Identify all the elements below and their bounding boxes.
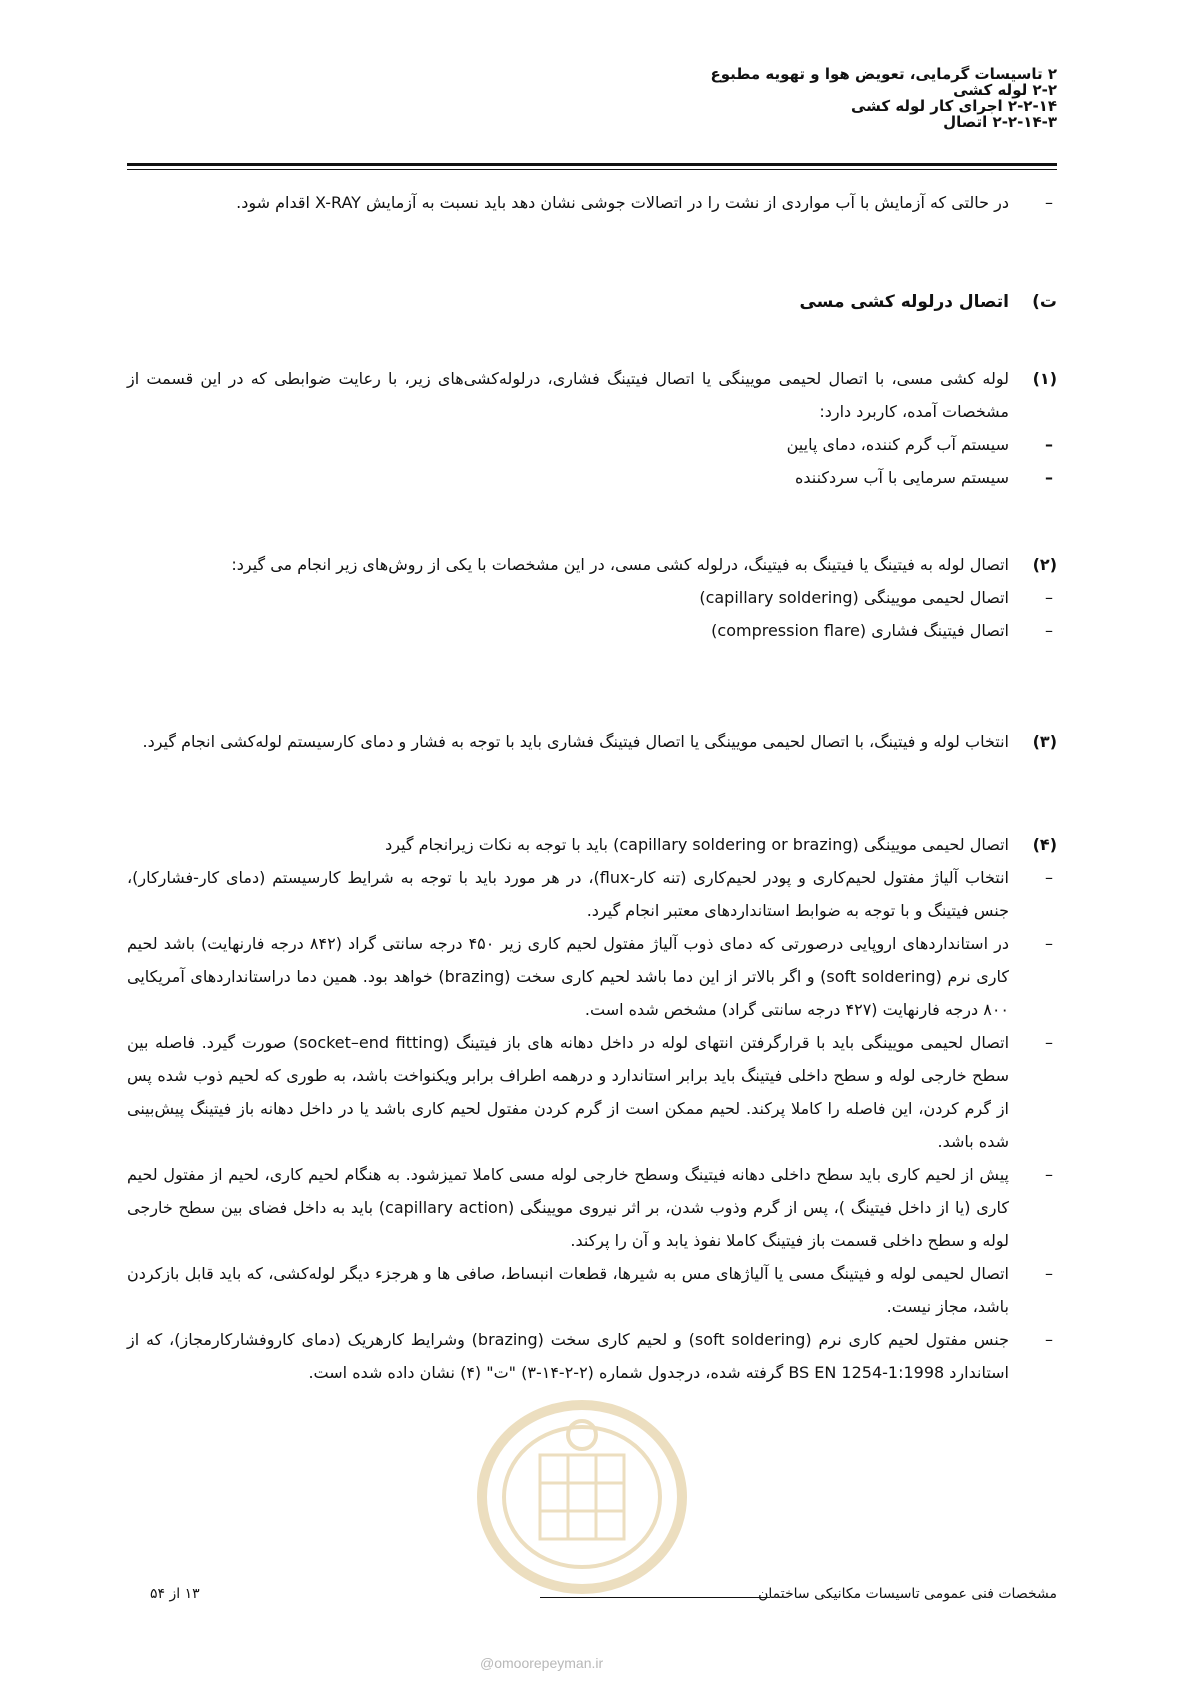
clause-3 [127, 725, 1057, 758]
header-divider-thick [127, 163, 1057, 166]
dash-marker: – [1045, 868, 1053, 887]
section-title: اتصال درلوله کشی مسی [799, 292, 1009, 312]
list-item [127, 861, 1057, 927]
list-item-text: انتخاب آلیاژ مفتول لحیم‌کاری و پودر لحیم‌کاری (تنه کار-flux)، در هر مورد باید با توجه به شرایط کارسیستم (دمای کار-فشارکار)، جنس فیتینگ و با توجه به ضوابط استانداردهای معتبر انجام گیرد. [127, 868, 1010, 920]
section-header [127, 66, 1057, 130]
list-item-text: در استانداردهای اروپایی درصورتی که دمای ذوب آلیاژ مفتول لحیم کاری زیر ۴۵۰ درجه سانتی گراد (۸۴۲ درجه فارنهایت) باشد لحیم کاری نرم (soft soldering) و اگر بالاتر از این دما باشد لحیم کاری سخت (brazing) خواهد بود. همین دما دراستانداردهای آمریکایی ۸۰۰ درجه فارنهایت (۴۲۷ درجه سانتی گراد) مشخص شده است. [127, 934, 1010, 1019]
clause-number: (۳) [1032, 732, 1057, 751]
section-heading [127, 286, 1057, 319]
clause-2 [127, 548, 1057, 647]
list-item [127, 1323, 1057, 1389]
dash-marker: – [1045, 435, 1053, 454]
clause-4 [127, 828, 1057, 1389]
clause-text: اتصال لحیمی مویینگی (capillary soldering or brazing) باید با توجه به نکات زیرانجام گیرد [385, 835, 1009, 854]
list-item-text: اتصال لحیمی لوله و فیتینگ مسی یا آلیاژهای مس به شیرها، قطعات انبساط، صافی ها و هرجزء دیگر لوله‌کشی، که باید قابل بازکردن باشد، مجاز نیست. [127, 1264, 1009, 1316]
site-watermark: @omoorepeyman.ir [480, 1655, 604, 1671]
dash-marker: – [1045, 934, 1053, 953]
dash-marker: – [1045, 621, 1053, 640]
clause-number: (۴) [1032, 835, 1057, 854]
dash-marker: – [1045, 193, 1053, 212]
list-item [127, 927, 1057, 1026]
list-item-text: پیش از لحیم کاری باید سطح داخلی دهانه فیتینگ وسطح خارجی لوله مسی کاملا تمیزشود. به هنگام لحیم کاری، لحیم از مفتول لحیم کاری (یا از داخل فیتینگ )، پس از گرم وذوب شدن، بر اثر نیروی مویینگی (capillary action) باید به داخل فضای بین سطح خارجی لوله و سطح داخلی قسمت باز فیتینگ کاملا نفوذ یابد و آن را پرکند. [127, 1165, 1010, 1250]
dash-marker: – [1045, 588, 1053, 607]
list-item-text: اتصال لحیمی مویینگی باید با قرارگرفتن انتهای لوله در داخل دهانه های باز فیتینگ (socket–end fitting) صورت گیرد. فاصله بین سطح خارجی لوله و سطح داخلی فیتینگ باید برابر استاندارد و درهمه اطراف برابر ویکنواخت باشد، به طوری که لحیم ذوب شده پس از گرم کردن، این فاصله را کاملا پرکند. لحیم ممکن است از گرم کردن مفتول لحیم کاری باشد یا در داخل دهانه باز فیتینگ پیش‌بینی شده باشد. [127, 1033, 1010, 1151]
header-line-1: ۲ تاسیسات گرمایی، تعویض هوا و تهویه مطبوع [710, 65, 1057, 83]
dash-marker: – [1045, 468, 1053, 487]
list-item-text: سیستم آب گرم کننده، دمای پایین [786, 435, 1009, 454]
header-line-2: ۲-۲ لوله کشی [953, 81, 1057, 99]
dash-marker: – [1045, 1264, 1053, 1283]
clause-number: (۲) [1032, 555, 1057, 574]
list-item [127, 614, 1057, 647]
clause-text: اتصال لوله به فیتینگ یا فیتینگ به فیتینگ، درلوله کشی مسی، در این مشخصات با یکی از روش‌های زیر انجام می گیرد: [231, 555, 1009, 574]
list-item [127, 461, 1057, 494]
list-item [127, 581, 1057, 614]
list-item [127, 428, 1057, 461]
footer-title: مشخصات فنی عمومی تاسیسات مکانیکی ساختمان [758, 1586, 1057, 1602]
intro-paragraph [127, 186, 1057, 219]
list-item [127, 1026, 1057, 1158]
list-item-text: اتصال فیتینگ فشاری (compression flare) [711, 621, 1009, 640]
header-line-4: ۲-۲-۱۴-۳ اتصال [943, 113, 1057, 131]
list-item-text: جنس مفتول لحیم کاری نرم (soft soldering) و لحیم کاری سخت (brazing) وشرایط کارهریک (دمای کاروفشارکارمجاز)، که از استاندارد BS EN 1254-1:1998 گرفته شده، درجدول شماره (۲-۲-۱۴-۳) "ت" (۴) نشان داده شده است. [127, 1330, 1010, 1382]
page-number: ۱۳ از ۵۴ [150, 1586, 200, 1602]
dash-marker: – [1045, 1165, 1053, 1184]
header-line-3: ۲-۲-۱۴ اجرای کار لوله کشی [850, 97, 1057, 115]
header-divider-thin [127, 169, 1057, 170]
list-item-text: سیستم سرمایی با آب سردکننده [794, 468, 1009, 487]
intro-text: در حالتی که آزمایش با آب مواردی از نشت را در اتصالات جوشی نشان دهد باید نسبت به آزمایش X-RAY اقدام شود. [236, 193, 1009, 212]
clause-1 [127, 362, 1057, 494]
list-item [127, 1158, 1057, 1257]
dash-marker: – [1045, 1033, 1053, 1052]
seal-watermark-icon [470, 1395, 695, 1600]
clause-text: لوله کشی مسی، با اتصال لحیمی مویینگی یا اتصال فیتینگ فشاری، درلوله‌کشی‌های زیر، با رعایت ضوابطی که در این قسمت از مشخصات آمده، کاربرد دارد: [127, 369, 1009, 421]
footer-divider [540, 1597, 770, 1598]
clause-number: (۱) [1032, 369, 1057, 388]
dash-marker: – [1045, 1330, 1053, 1349]
list-item [127, 1257, 1057, 1323]
section-letter: ت) [1032, 292, 1057, 312]
clause-text: انتخاب لوله و فیتینگ، با اتصال لحیمی مویینگی یا اتصال فیتینگ فشاری باید با توجه به فشار و دمای کارسیستم لوله‌کشی انجام گیرد. [142, 732, 1009, 751]
list-item-text: اتصال لحیمی مویینگی (capillary soldering) [699, 588, 1009, 607]
